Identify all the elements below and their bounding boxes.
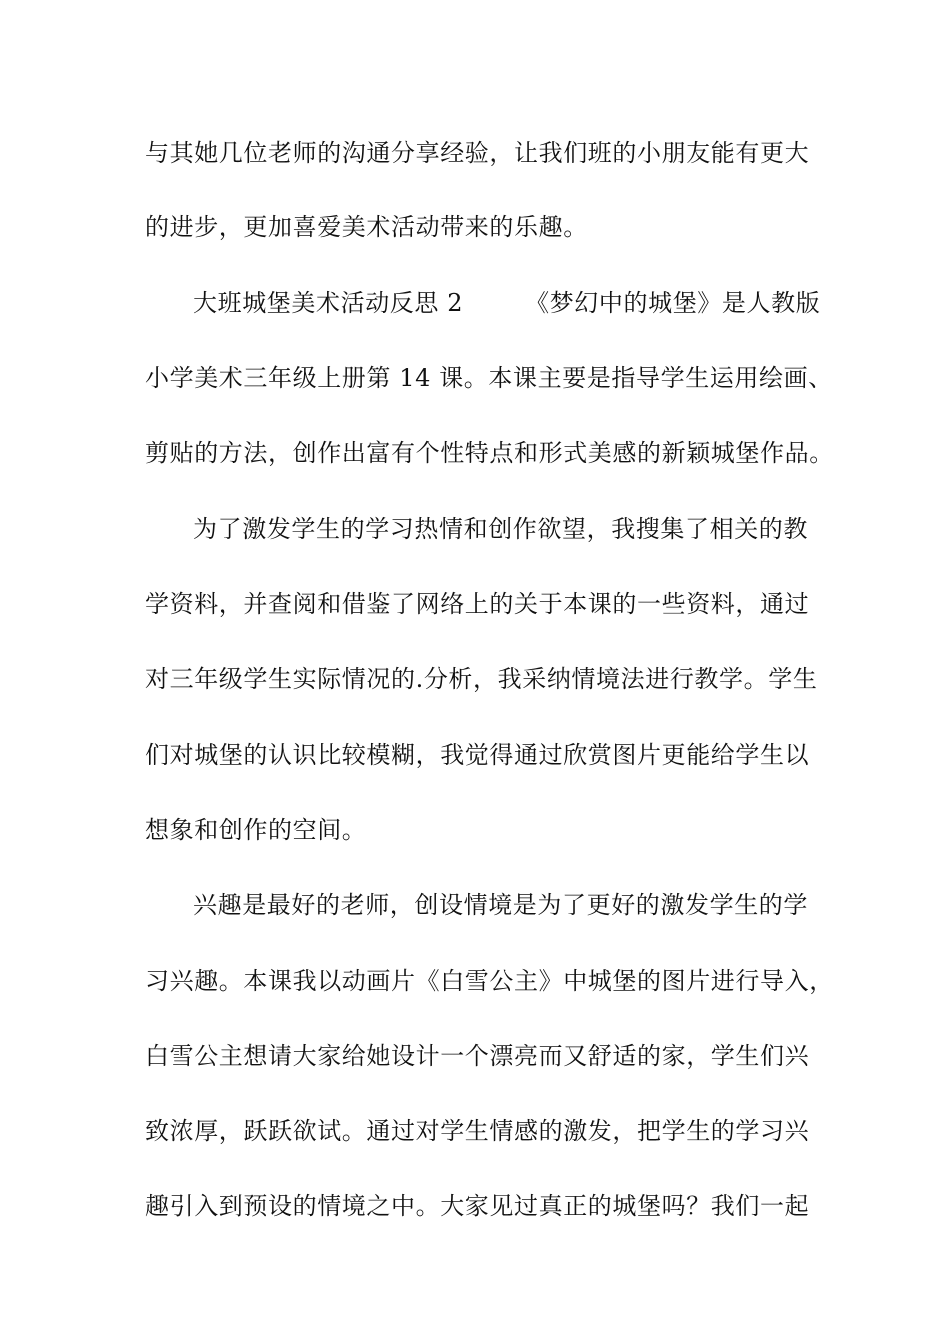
paragraph-start-line: 兴趣是最好的老师，创设情境是为了更好的激发学生的学	[193, 891, 808, 919]
text-fragment: 《梦幻中的城堡》是人教版	[525, 289, 821, 317]
paragraph-start-line: 为了激发学生的学习热情和创作欲望，我搜集了相关的教	[193, 515, 808, 543]
text-line: 们对城堡的认识比较模糊，我觉得通过欣赏图片更能给学生以	[145, 741, 810, 769]
text-line: 小学美术三年级上册第 14 课。本课主要是指导学生运用绘画、	[145, 364, 833, 392]
text-line: 对三年级学生实际情况的.分析，我采纳情境法进行教学。学生	[145, 665, 818, 693]
text-line: 的进步，更加喜爱美术活动带来的乐趣。	[145, 213, 588, 241]
text-line: 想象和创作的空间。	[145, 816, 367, 844]
text-line: 与其她几位老师的沟通分享经验，让我们班的小朋友能有更大	[145, 139, 810, 167]
text-line: 剪贴的方法，创作出富有个性特点和形式美感的新颖城堡作品。	[145, 439, 834, 467]
section-heading-line	[193, 288, 820, 318]
text-line: 趣引入到预设的情境之中。大家见过真正的城堡吗？我们一起	[145, 1192, 810, 1220]
section-title: 大班城堡美术活动反思 2	[193, 289, 464, 317]
text-line: 致浓厚，跃跃欲试。通过对学生情感的激发，把学生的学习兴	[145, 1117, 810, 1145]
text-line: 习兴趣。本课我以动画片《白雪公主》中城堡的图片进行导入，	[145, 967, 834, 995]
text-line: 学资料，并查阅和借鉴了网络上的关于本课的一些资料，通过	[145, 590, 810, 618]
text-line: 白雪公主想请大家给她设计一个漂亮而又舒适的家，学生们兴	[145, 1042, 810, 1070]
